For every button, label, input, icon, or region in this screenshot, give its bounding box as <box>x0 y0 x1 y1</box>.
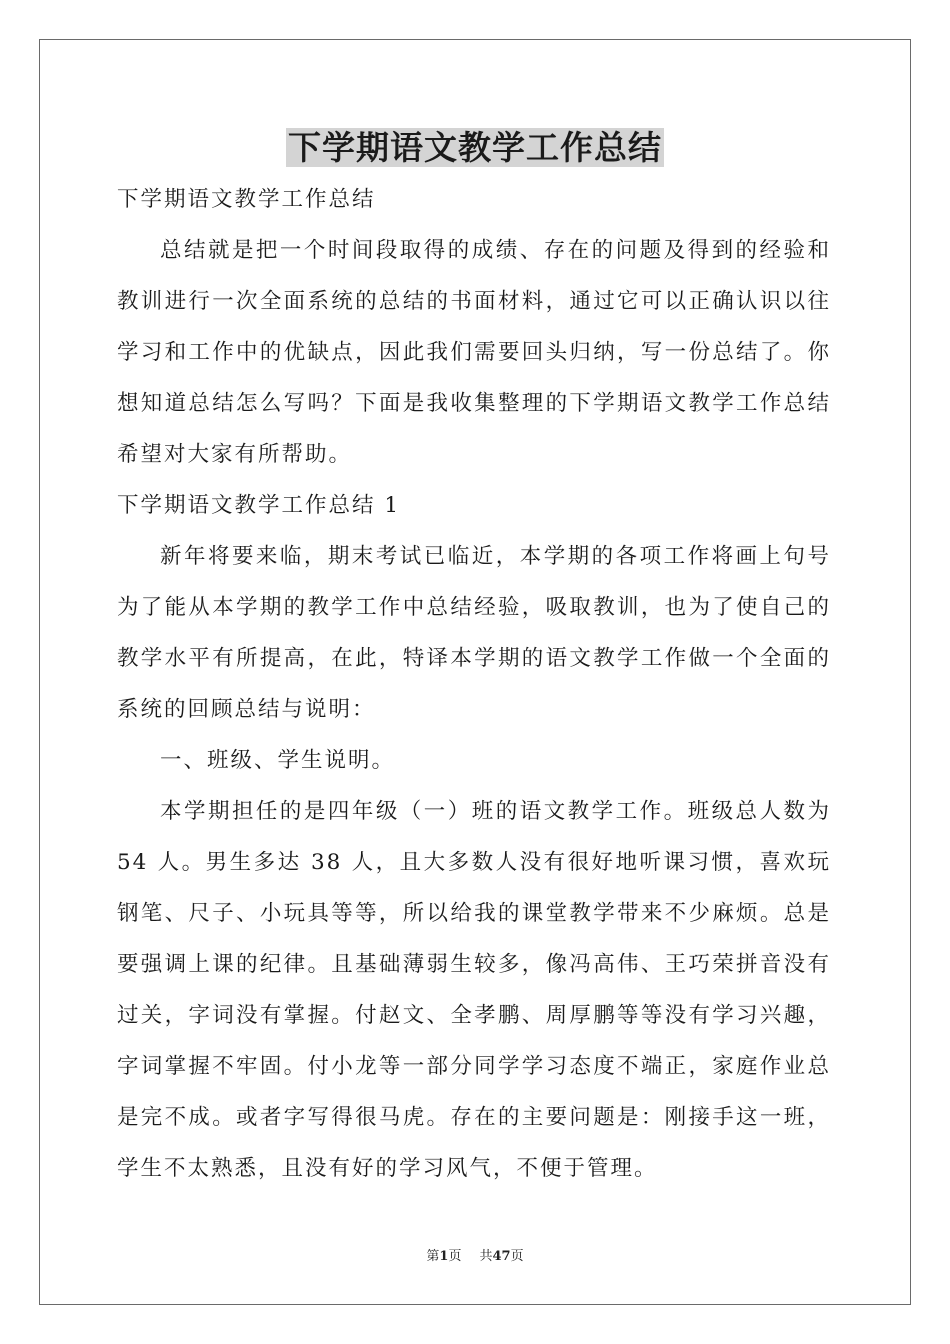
body-paragraph: 本学期担任的是四年级（一）班的语文教学工作。班级总人数为 54 人。男生多达 38 人，且大多数人没有很好地听课习惯，喜欢玩钢笔、尺子、小玩具等等，所以给我的课堂教学带来不少麻烦。总是要强调上课的纪律。且基础薄弱生较多，像冯高伟、王巧荣拼音没有过关，字词没有掌握。付赵文、全孝鹏、周厚鹏等等没有学习兴趣，字词掌握不牢固。付小龙等一部分同学学习态度不端正，家庭作业总是完不成。或者字写得很马虎。存在的主要问题是：刚接手这一班，学生不太熟悉，且没有好的学习风气，不便于管理。 <box>117 799 831 1181</box>
document-title <box>0 124 950 172</box>
page-footer <box>0 1248 950 1266</box>
total-prefix: 共 <box>479 1249 493 1264</box>
document-title-text: 下学期语文教学工作总结 <box>288 128 662 167</box>
section-heading: 下学期语文教学工作总结 <box>117 187 376 212</box>
body-paragraph: 新年将要来临，期末考试已临近，本学期的各项工作将画上句号为了能从本学期的教学工作中总结经验，吸取教训，也为了使自己的教学水平有所提高，在此，特译本学期的语文教学工作做一个全面的系统的回顾总结与说明： <box>117 544 831 722</box>
intro-paragraph: 总结就是把一个时间段取得的成绩、存在的问题及得到的经验和教训进行一次全面系统的总结的书面材料，通过它可以正确认识以往学习和工作中的优缺点，因此我们需要回头归纳，写一份总结了。你想知道总结怎么写吗？下面是我收集整理的下学期语文教学工作总结希望对大家有所帮助。 <box>117 238 831 467</box>
subsection-heading: 一、班级、学生说明。 <box>160 748 396 773</box>
page-number: 1 <box>439 1249 449 1264</box>
total-suffix: 页 <box>510 1249 524 1264</box>
page-suffix: 页 <box>448 1249 462 1264</box>
page-prefix: 第 <box>426 1249 440 1264</box>
total-pages: 47 <box>492 1249 511 1264</box>
document-body <box>117 174 831 1194</box>
section-heading: 下学期语文教学工作总结 1 <box>117 493 401 518</box>
